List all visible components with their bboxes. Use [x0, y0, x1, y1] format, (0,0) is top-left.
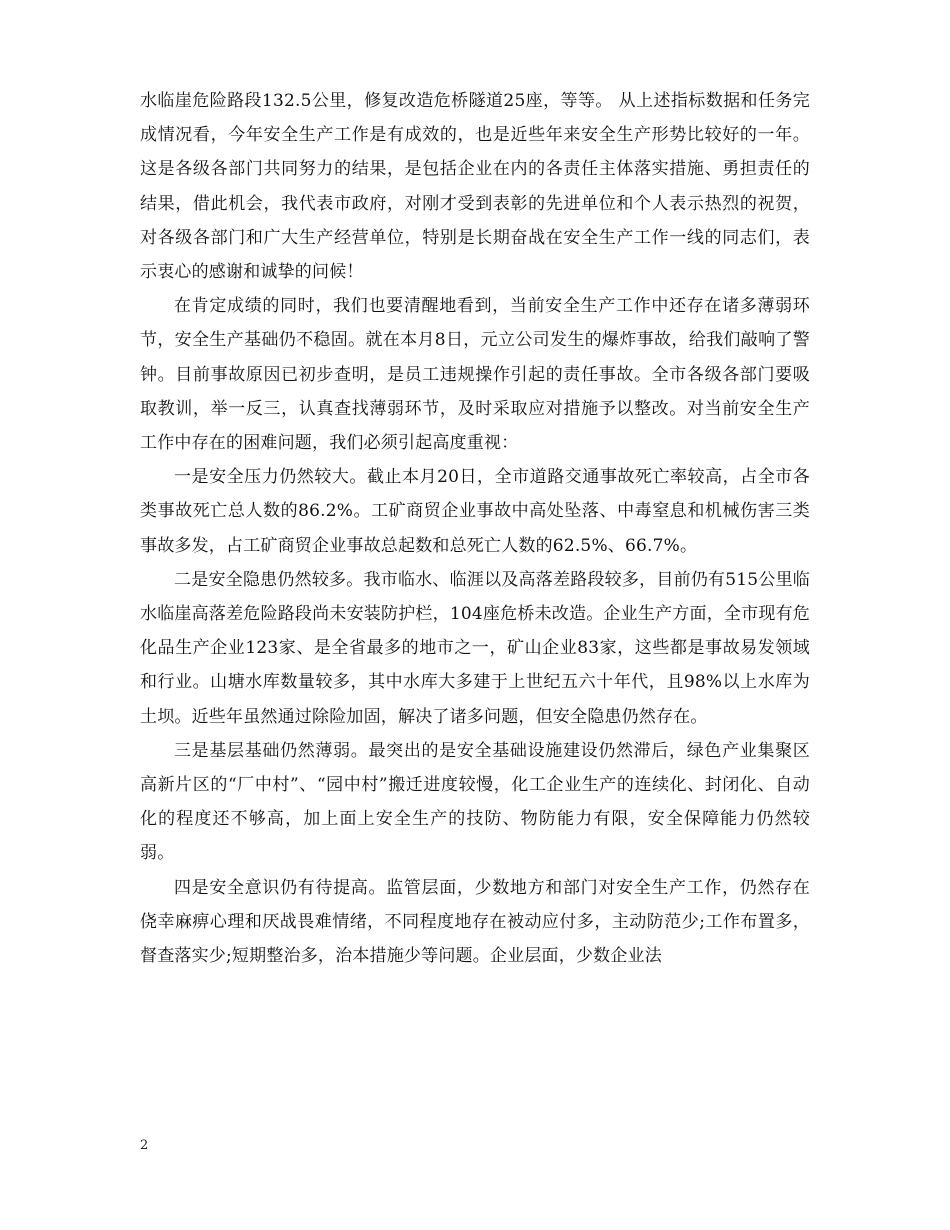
paragraph-point-one: 一是安全压力仍然较大。截止本月20日，全市道路交通事故死亡率较高，占全市各类事故死亡总人数的86.2%。工矿商贸企业事故中高处坠落、中毒窒息和机械伤害三类事故多发，占工矿商贸企业事故总起数和总死亡人数的62.5%、66.7%。 — [140, 467, 810, 556]
paragraph-point-four: 四是安全意识仍有待提高。监管层面，少数地方和部门对安全生产工作，仍然存在侥幸麻痹心理和厌战畏难情绪，不同程度地存在被动应付多，主动防范少;工作布置多，督查落实少;短期整治多，治本措施少等问题。企业层面，少数企业法 — [140, 877, 810, 967]
paragraph-continuation: 水临崖危险路段132.5公里，修复改造危桥隧道25座，等等。 从上述指标数据和任务完成情况看，今年安全生产工作是有成效的，也是近些年来安全生产形势比较好的一年。这是各级各部门共同努力的结果，是包括企业在内的各责任主体落实措施、勇担责任的结果，借此机会，我代表市政府，对刚才受到表彰的先进单位和个人表示热烈的祝贺，对各级各部门和广大生产经营单位，特别是长期奋战在安全生产工作一线的同志们，表示衷心的感谢和诚挚的问候！ — [140, 91, 810, 283]
body-text — [140, 84, 810, 973]
paragraph-point-two: 二是安全隐患仍然较多。我市临水、临涯以及高落差路段较多，目前仍有515公里临水临崖高落差危险路段尚未安装防护栏，104座危桥未改造。企业生产方面，全市现有危化品生产企业123家、是全省最多的地市之一，矿山企业83家，这些都是事故易发领域和行业。山塘水库数量较多，其中水库大多建于上世纪五六十年代，且98%以上水库为土坝。近些年虽然通过除险加固，解决了诸多问题，但安全隐患仍然存在。 — [140, 569, 810, 727]
paragraph-point-three: 三是基层基础仍然薄弱。最突出的是安全基础设施建设仍然滞后，绿色产业集聚区高新片区的“厂中村”、“园中村”搬迁进度较慢，化工企业生产的连续化、封闭化、自动化的程度还不够高，加上面上安全生产的技防、物防能力有限，安全保障能力仍然较弱。 — [140, 740, 810, 864]
page-number: 2 — [140, 1138, 149, 1153]
paragraph-achievements-caveat: 在肯定成绩的同时，我们也要清醒地看到，当前安全生产工作中还存在诸多薄弱环节，安全生产基础仍不稳固。就在本月8日，元立公司发生的爆炸事故，给我们敲响了警钟。目前事故原因已初步查明，是员工违规操作引起的责任事故。全市各级各部门要吸取教训，举一反三，认真查找薄弱环节，及时采取应对措施予以整改。对当前安全生产工作中存在的困难问题，我们必须引起高度重视： — [140, 296, 810, 454]
